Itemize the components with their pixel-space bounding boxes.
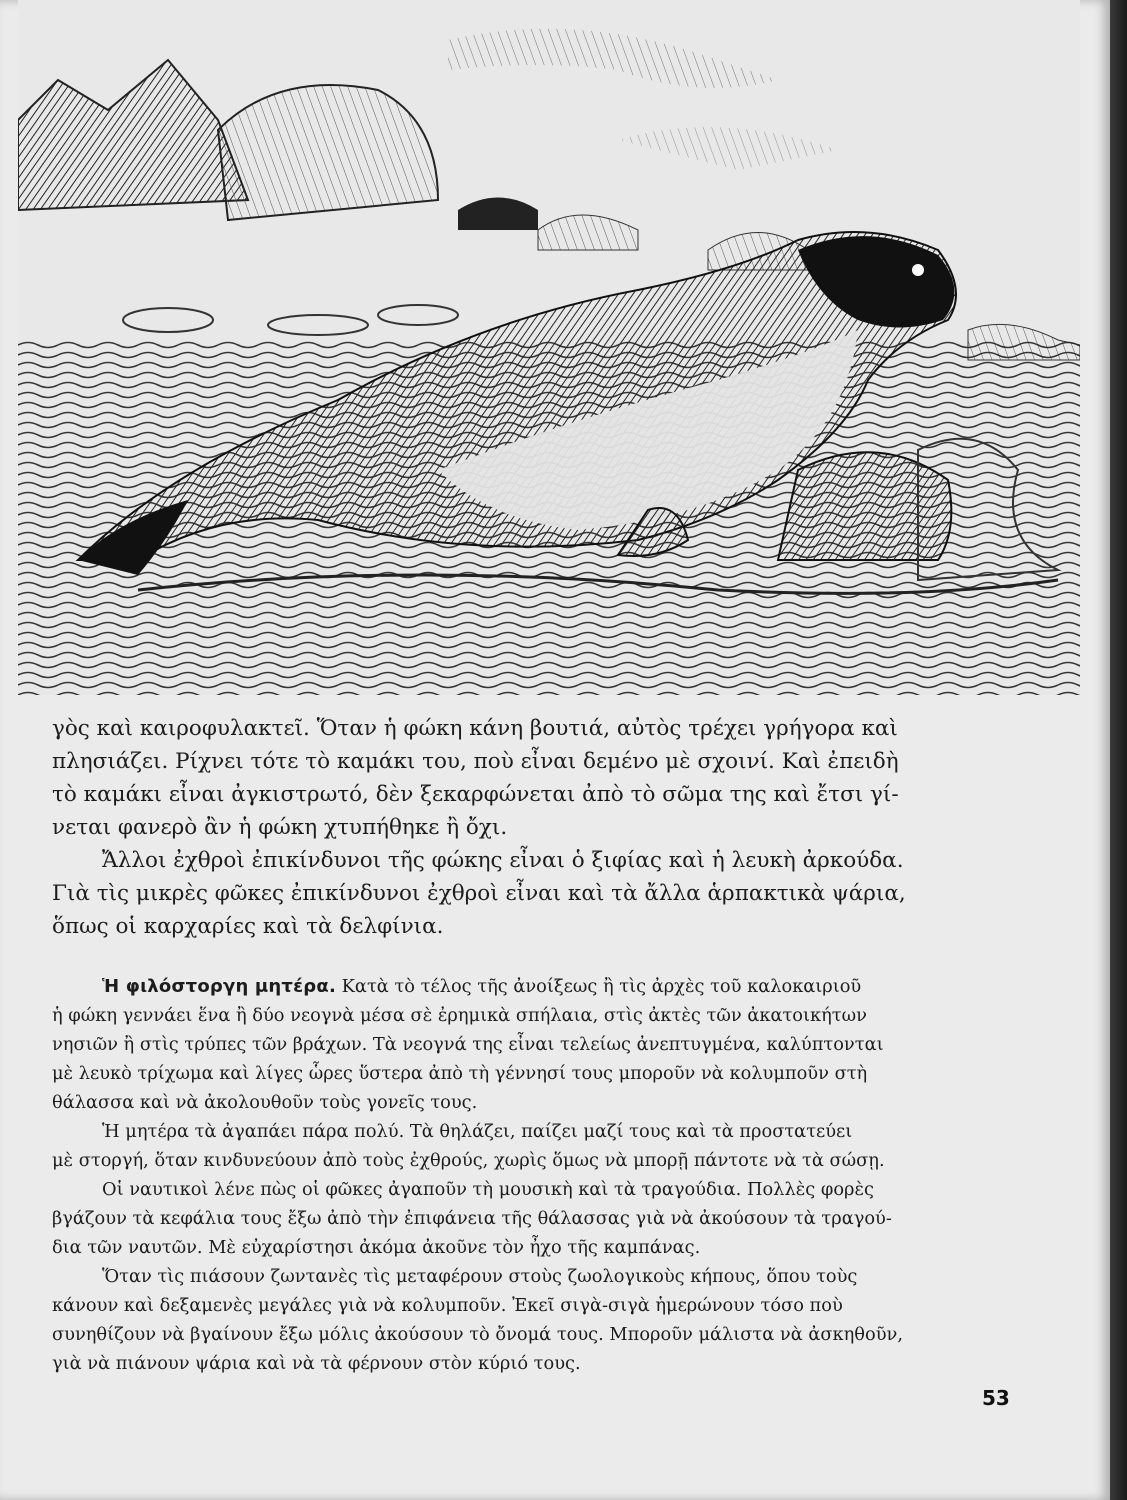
text-line: κάνουν καὶ δεξαμενὲς μεγάλες γιὰ νὰ κολυμποῦν. Ἐκεῖ σιγὰ-σιγὰ ἡμερώνουν τόσο ποὺ [52,1295,843,1316]
text-line: Ἄλλοι ἐχθροὶ ἐπικίνδυνοι τῆς φώκης εἶναι ὁ ξιφίας καὶ ἡ λευκὴ ἀρκούδα. [102,848,904,873]
text-line: Ἡ μητέρα τὰ ἀγαπάει πάρα πολύ. Τὰ θηλάζει, παίζει μαζί τους καὶ τὰ προστατεύει [102,1121,853,1142]
text-line: τὸ καμάκι εἶναι ἀγκιστρωτό, δὲν ξεκαρφώνεται ἀπὸ τὸ σῶμα της καὶ ἔτσι γί- [52,782,899,807]
text-line: γιὰ νὰ πιάνουν ψάρια καὶ νὰ τὰ φέρνουν στὸν κύριό τους. [52,1353,581,1374]
text-line: συνηθίζουν νὰ βγαίνουν ἔξω μόλις ἀκούσουν τὸ ὄνομά τους. Μποροῦν μάλιστα νὰ ἀσκηθοῦν, [52,1324,903,1345]
paragraph-seal-enemies [52,712,1052,943]
text-line: μὲ στοργή, ὅταν κινδυνεύουν ἀπὸ τοὺς ἐχθρούς, χωρὶς ὅμως νὰ μπορῇ πάντοτε νὰ τὰ σώσῃ. [52,1150,885,1171]
text-line: μὲ λευκὸ τρίχωμα καὶ λίγες ὧρες ὕστερα ἀπὸ τὴ γέννησί τους μποροῦν νὰ κολυμποῦν στὴ [52,1063,868,1084]
text-line: δια τῶν ναυτῶν. Μὲ εὐχαρίστησι ἀκόμα ἀκοῦνε τὸν ἦχο τῆς καμπάνας. [52,1237,701,1258]
text-line: Γιὰ τὶς μικρὲς φῶκες ἐπικίνδυνοι ἐχθροὶ εἶναι καὶ τὰ ἄλλα ἁρπακτικὰ ψάρια, [52,881,906,906]
text-line: γὸς καὶ καιροφυλακτεῖ. Ὅταν ἡ φώκη κάνη βουτιά, αὐτὸς τρέχει γρήγορα καὶ [52,716,898,741]
seal-engraving-icon [18,0,1080,695]
seal-illustration [18,0,1080,695]
text-line: ἡ φώκη γεννάει ἕνα ἢ δύο νεογνὰ μέσα σὲ ἐρημικὰ σπήλαια, στὶς ἀκτὲς τῶν ἀκατοικήτων [52,1005,867,1026]
text-line: πλησιάζει. Ρίχνει τότε τὸ καμάκι του, ποὺ εἶναι δεμένο μὲ σχοινί. Καὶ ἐπειδὴ [52,749,899,774]
text-line: βγάζουν τὰ κεφάλια τους ἔξω ἀπὸ τὴν ἐπιφάνεια τῆς θάλασσας γιὰ νὰ ἀκούσουν τὰ τραγού- [52,1208,892,1229]
section-heading: Ἡ φιλόστοργη μητέρα. [102,976,336,997]
text-line: Ὅταν τὶς πιάσουν ζωντανὲς τὶς μεταφέρουν στοὺς ζωολογικοὺς κήπους, ὅπου τοὺς [102,1266,858,1287]
page-number: 53 [982,1386,1010,1410]
text-line: Οἱ ναυτικοὶ λένε πὼς οἱ φῶκες ἀγαποῦν τὴ μουσικὴ καὶ τὰ τραγούδια. Πολλὲς φορὲς [102,1179,874,1200]
text-line: ὅπως οἱ καρχαρίες καὶ τὰ δελφίνια. [52,914,444,939]
text-line: Κατὰ τὸ τέλος τῆς ἀνοίξεως ἢ τὶς ἀρχὲς τοῦ καλοκαιριοῦ [336,976,862,997]
section-loving-mother [52,972,1052,1378]
text-line: θάλασσα καὶ νὰ ἀκολουθοῦν τοὺς γονεῖς τους. [52,1092,478,1113]
page-edge [1110,0,1127,1500]
section-first-line [52,972,1052,1001]
text-line: νεται φανερὸ ἂν ἡ φώκη χτυπήθηκε ἢ ὄχι. [52,815,508,840]
text-line: νησιῶν ἢ στὶς τρύπες τῶν βράχων. Τὰ νεογνά της εἶναι τελείως ἀνεπτυγμένα, καλύπτονται [52,1034,884,1055]
